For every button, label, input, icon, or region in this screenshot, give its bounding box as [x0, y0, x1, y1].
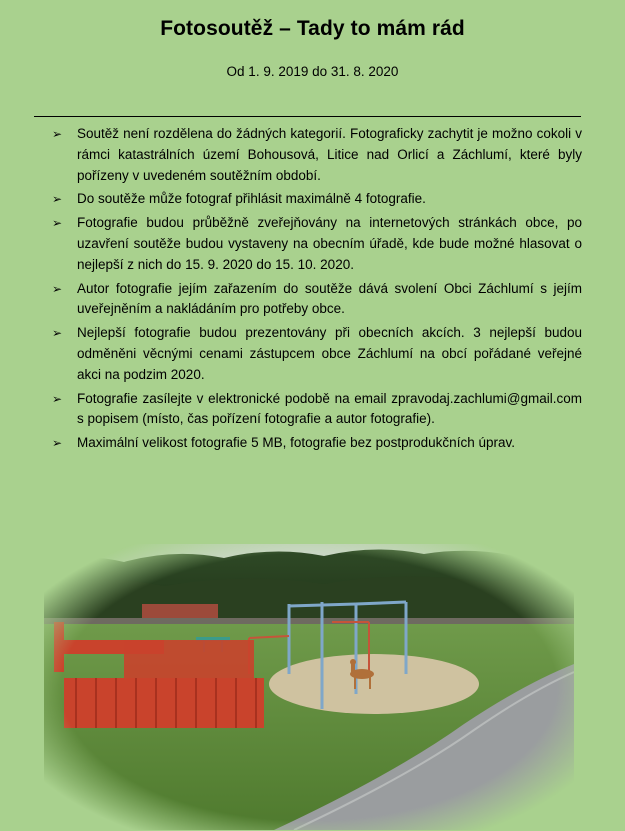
list-item-text: Fotografie budou průběžně zveřejňovány na internetových stránkách obce, po uzavření soutěže budou vystaveny na obecním úřadě, kde bude možné hlasovat o nejlepší z nich do 15. 9. 2020 do 15. 10. 2020. [77, 215, 582, 272]
divider [34, 116, 581, 117]
list-item [52, 213, 582, 275]
arrowhead-bullet-icon: ➢ [52, 127, 63, 141]
list-item [52, 323, 582, 385]
arrowhead-bullet-icon: ➢ [52, 326, 63, 341]
arrowhead-bullet-icon: ➢ [52, 216, 63, 231]
list-item [52, 279, 582, 321]
list-item [52, 124, 582, 186]
list-item-text: Nejlepší fotografie budou prezentovány při obecních akcích. 3 nejlepší budou odměněni věcnými cenami zástupcem obce Záchlumí na obcí pořádané veřejné akci na podzim 2020. [77, 325, 582, 382]
arrowhead-bullet-icon: ➢ [52, 391, 63, 406]
list-item [52, 189, 582, 210]
list-item [52, 389, 582, 431]
page-title: Fotosoutěž – Tady to mám rád [160, 17, 465, 40]
list-item-text: Soutěž není rozdělena do žádných kategorií. Fotograficky zachytit je možno cokoli v rámci katastrálních území Bohousová, Litice nad Orlicí a Záchlumí, které byly pořízeny v uvedeném soutěžním období. [77, 126, 582, 183]
arrowhead-bullet-icon: ➢ [52, 436, 63, 451]
list-item-text: Do soutěže může fotograf přihlásit maximálně 4 fotografie. [77, 191, 426, 207]
list-item-text: Maximální velikost fotografie 5 MB, fotografie bez postprodukčních úprav. [77, 435, 515, 451]
arrowhead-bullet-icon: ➢ [52, 192, 63, 207]
list-item-text: Autor fotografie jejím zařazením do soutěže dává svolení Obci Záchlumí s jejím uveřejněním a nakládáním pro potřeby obce. [77, 280, 582, 317]
list-item [52, 433, 582, 454]
list-item-text: Fotografie zasílejte v elektronické podobě na email zpravodaj.zachlumi@gmail.com s popisem (místo, čas pořízení fotografie a autor fotografie). [77, 390, 582, 427]
playground-photo-illustration [44, 544, 574, 830]
arrowhead-bullet-icon: ➢ [52, 281, 63, 296]
rules-list [52, 124, 582, 457]
playground-photo [44, 544, 574, 830]
date-range: Od 1. 9. 2019 do 31. 8. 2020 [226, 64, 399, 79]
